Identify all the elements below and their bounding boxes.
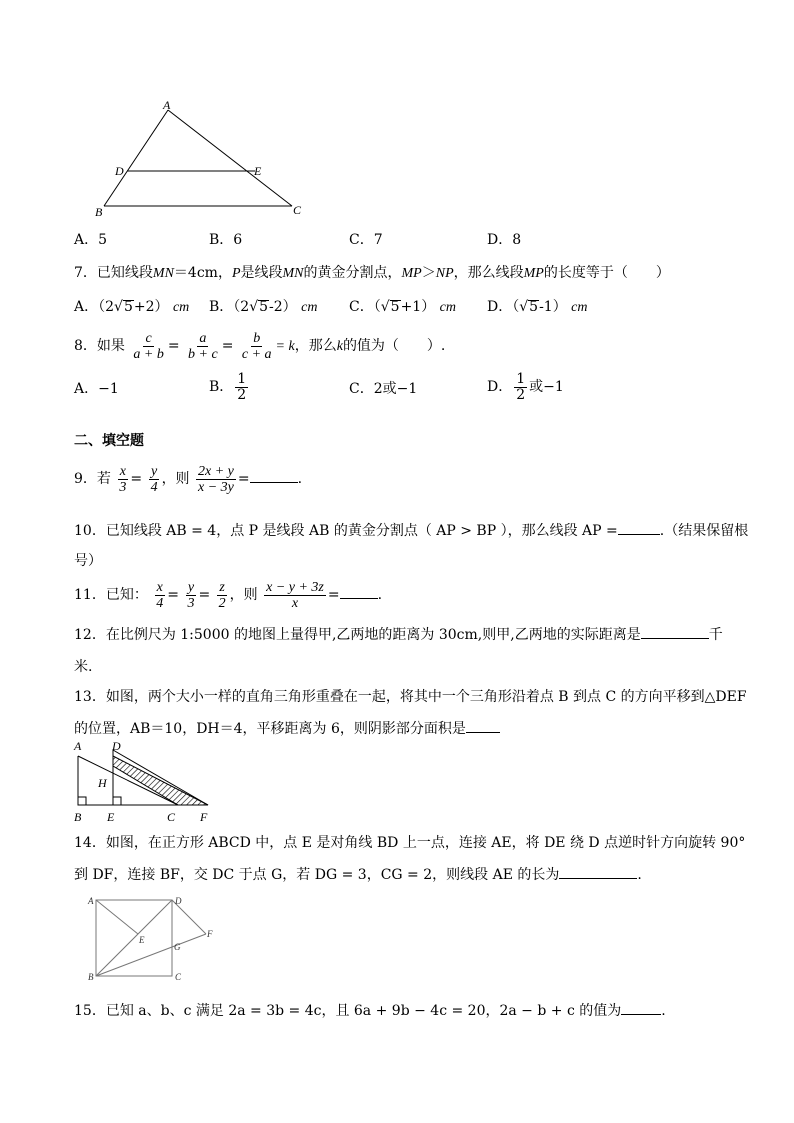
label-C: C xyxy=(293,203,302,217)
answer-blank[interactable] xyxy=(621,1002,661,1015)
q6-option-a: A．5 xyxy=(74,232,108,248)
label-B: B xyxy=(88,972,94,982)
question-15: 15．已知 a、b、c 满足 2a = 3b = 4c，且 6a + 9b − 4c = 20，2a − b + c 的值为 . xyxy=(74,1003,666,1019)
question-7: 7．已知线段MN＝4cm，P是线段MN的黄金分割点，MP＞NP，那么线段MP的长度等于（ ） xyxy=(74,265,670,281)
label-C: C xyxy=(175,972,182,982)
label-B: B xyxy=(74,810,82,824)
label-G: G xyxy=(174,942,181,952)
answer-blank[interactable] xyxy=(641,626,709,639)
q6-option-b: B．6 xyxy=(209,232,243,248)
label-E: E xyxy=(107,810,115,824)
label-D: D xyxy=(112,739,121,753)
question-9: 9．若 $\frac{x}{3}$ = $\frac{y}{4}$ ，则 $\frac{2x + y}{x - 3y}$ = . xyxy=(74,463,303,495)
q6-option-c: C．7 xyxy=(349,232,383,248)
label-E: E xyxy=(139,935,145,945)
label-F: F xyxy=(200,810,208,824)
q7-option-b: B．（2√5-2） cm xyxy=(209,299,318,315)
answer-blank[interactable] xyxy=(618,522,660,535)
question-8: 8．如果 $\frac{c}{a + b}$ = $\frac{a}{b + c}$ = $\frac{b}{c + a}$ = k，那么k的值为（ ）. xyxy=(74,330,446,362)
q7-option-d: D．（√5-1） cm xyxy=(487,299,588,315)
question-12: 12．在比例尺为 1:5000 的地图上量得甲,乙两地的距离为 30cm,则甲,乙两地的实际距离是 千 xyxy=(74,627,723,643)
square-figure-q14 xyxy=(84,892,224,982)
answer-blank[interactable] xyxy=(250,470,298,483)
label-A: A xyxy=(74,739,82,753)
label-D: D xyxy=(115,164,124,178)
q8-option-d: D． $\frac{1}{2}$ 或−1 xyxy=(487,370,564,403)
label-A: A xyxy=(88,896,94,906)
q7-option-a: A．（2√5+2） cm xyxy=(74,299,190,315)
q8-option-c: C．2或−1 xyxy=(349,381,418,397)
question-10-cont: 号） xyxy=(74,553,102,569)
answer-blank[interactable] xyxy=(559,866,637,879)
q7-option-c: C．（√5+1） cm xyxy=(349,299,456,315)
label-D: D xyxy=(175,896,182,906)
question-14-cont: 到 DF，连接 BF，交 DC 于点 G，若 DG = 3，CG = 2，则线段 AE 的长为 . xyxy=(74,867,642,883)
section-heading: 二、填空题 xyxy=(74,433,144,449)
q6-option-d: D．8 xyxy=(487,232,522,248)
question-11: 11．已知： $\frac{x}{4}$ = $\frac{y}{3}$ = $\frac{z}{2}$ ，则 $\frac{x - y + 3z}{x}$ = . xyxy=(74,579,383,611)
label-H: H xyxy=(98,776,107,790)
label-E: E xyxy=(254,164,262,178)
overlapping-triangles-figure-q13 xyxy=(72,738,222,824)
label-A: A xyxy=(163,98,171,112)
question-12-cont: 米. xyxy=(74,659,93,675)
q8-option-a: A．−1 xyxy=(74,381,119,397)
label-C: C xyxy=(167,810,176,824)
question-13: 13．如图，两个大小一样的直角三角形重叠在一起，将其中一个三角形沿着点 B 到点 C 的方向平移到△DEF xyxy=(74,689,747,705)
answer-blank[interactable] xyxy=(340,586,378,599)
triangle-figure-q6 xyxy=(90,95,320,223)
label-F: F xyxy=(207,929,213,939)
answer-blank[interactable] xyxy=(466,720,500,733)
question-13-cont: 的位置，AB＝10，DH＝4，平移距离为 6，则阴影部分面积是 xyxy=(74,718,500,738)
label-B: B xyxy=(95,205,103,219)
question-14: 14．如图，在正方形 ABCD 中，点 E 是对角线 BD 上一点，连接 AE，将 DE 绕 D 点逆时针方向旋转 90° xyxy=(74,835,746,851)
q8-option-b: B． $\frac{1}{2}$ xyxy=(209,370,247,403)
question-10: 10．已知线段 AB = 4，点 P 是线段 AB 的黄金分割点（ AP > BP ），那么线段 AP = .（结果保留根 xyxy=(74,523,749,539)
